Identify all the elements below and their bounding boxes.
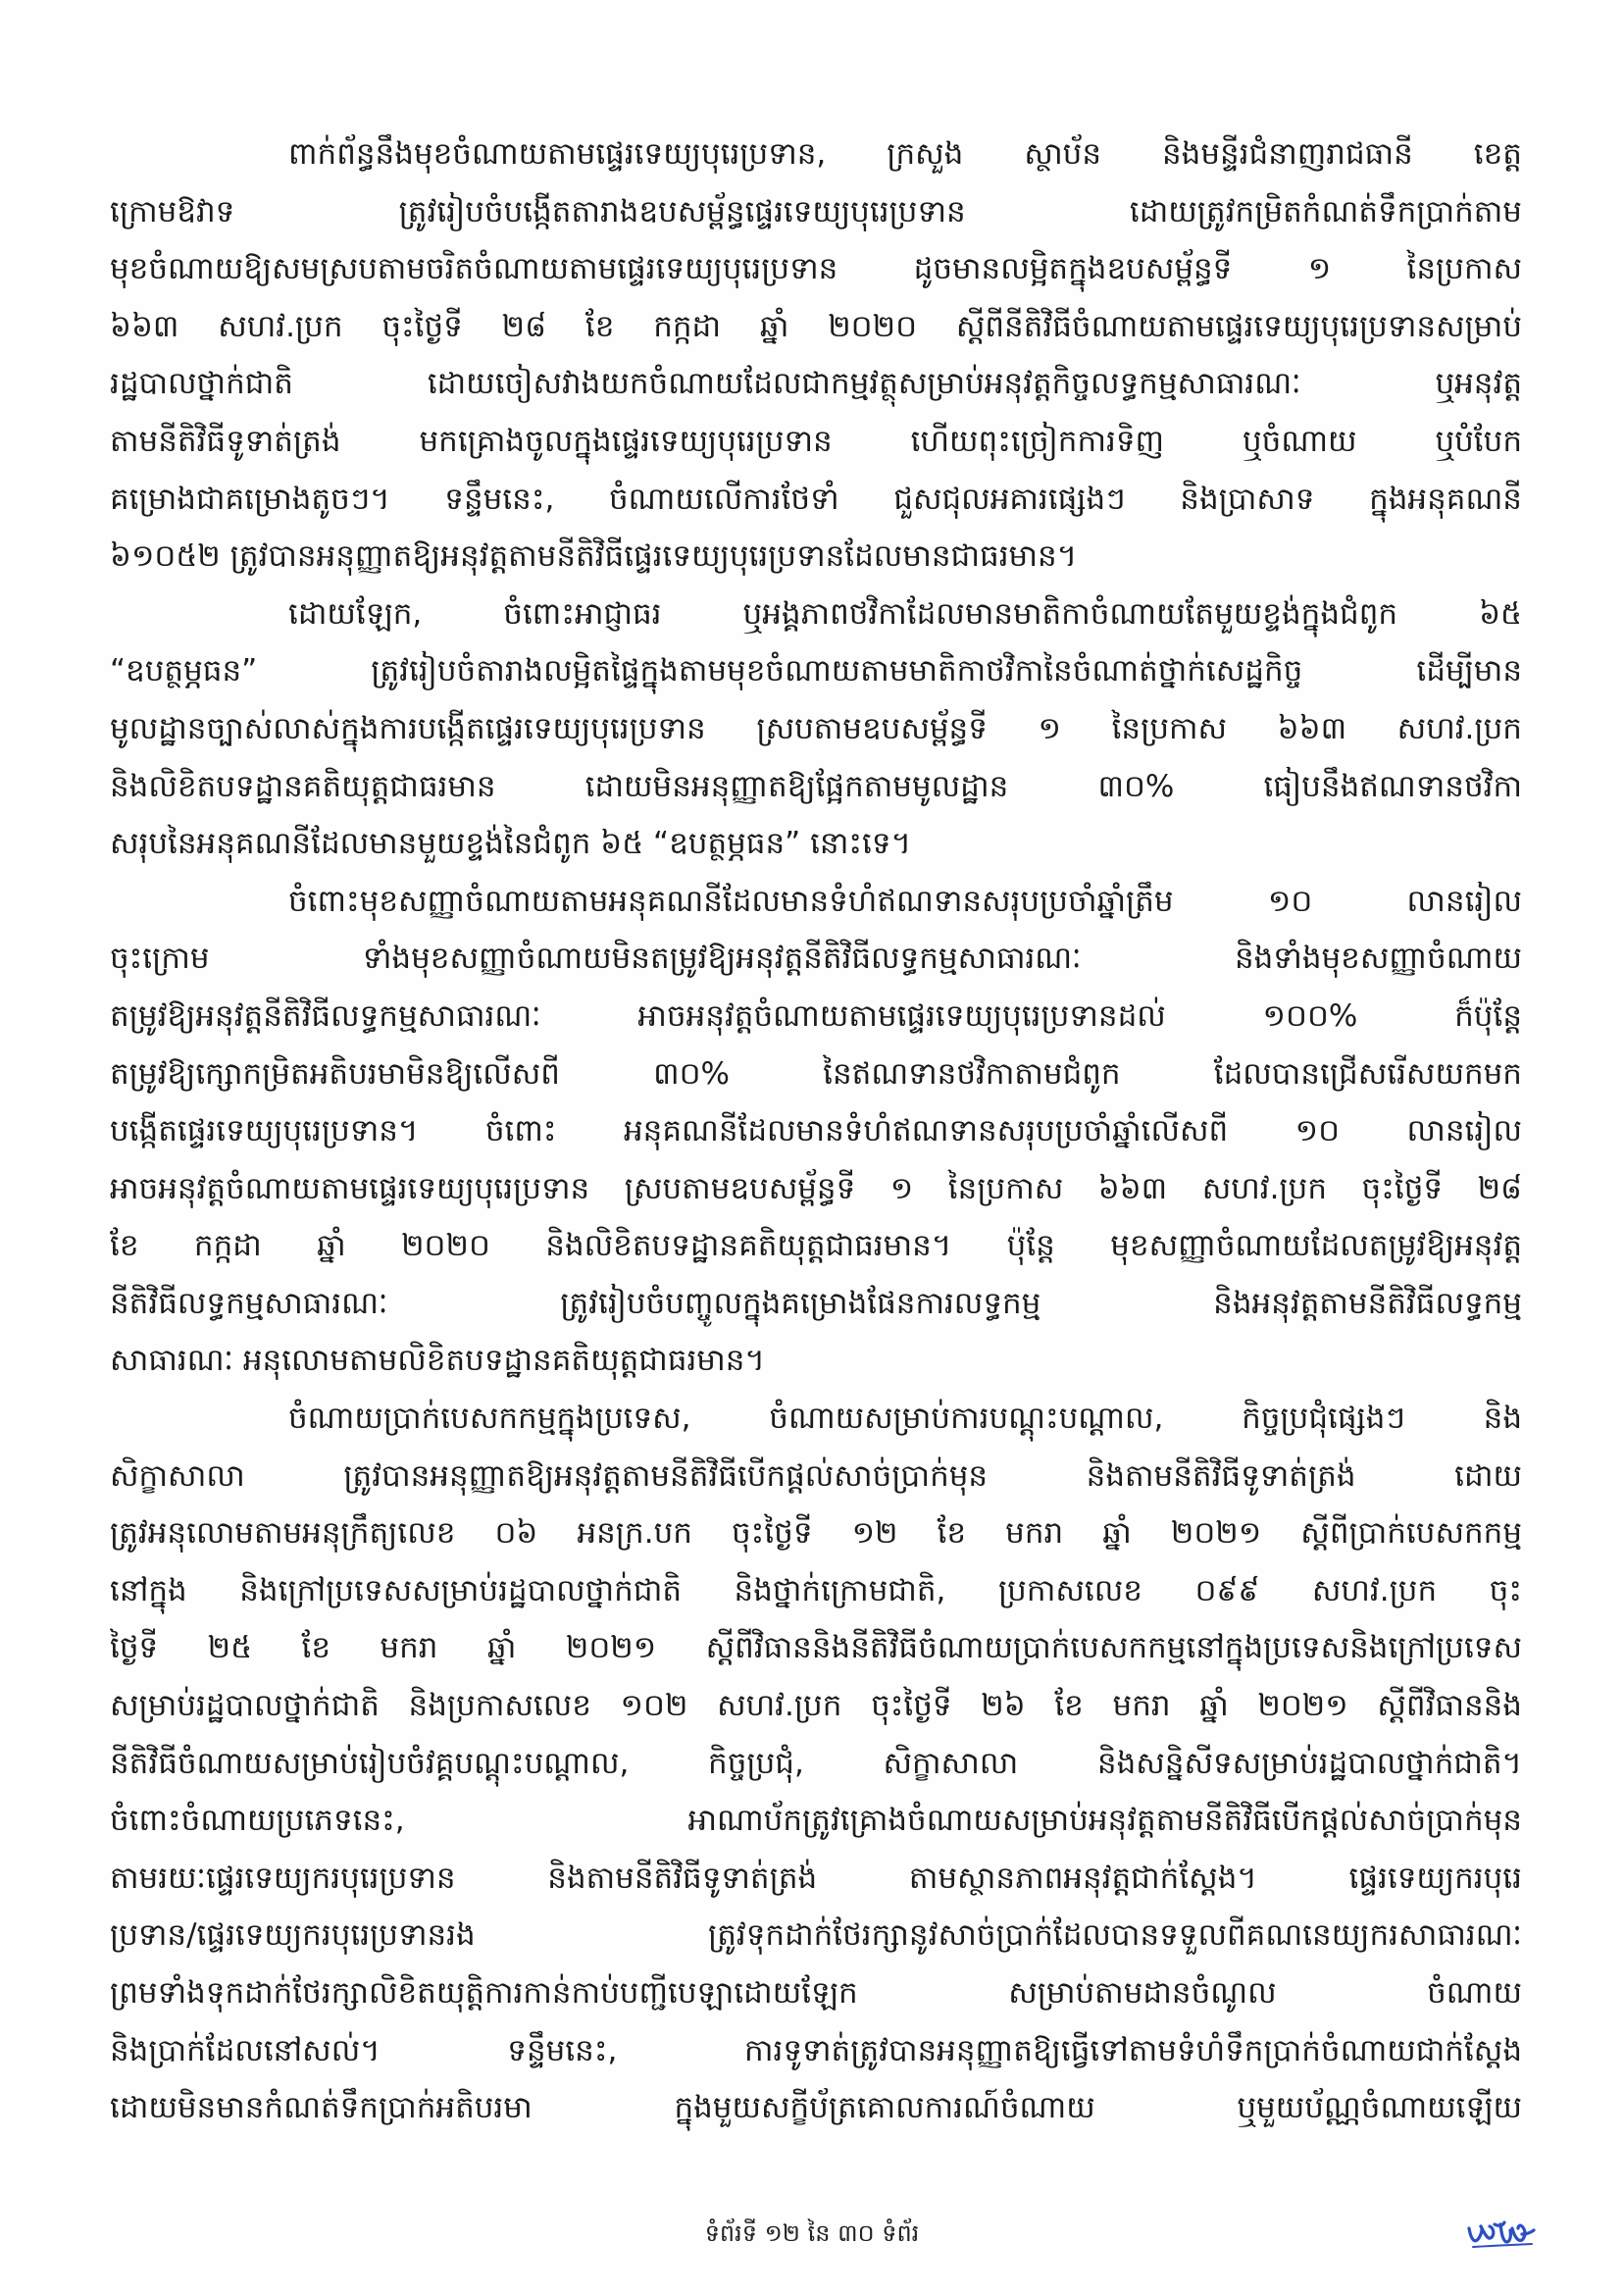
text-line: និងប្រាក់ដែលនៅសល់។ ទន្ទឹមនេះ, ការទូទាត់ត្រូវបានអនុញ្ញាតឱ្យធ្វើទៅតាមទំហំទឹកប្រាក់ចំណាយជាក់ស្តែង (110, 2032, 1522, 2068)
text-line: ខែ កក្កដា ឆ្នាំ ២០២០ និងលិខិតបទដ្ឋានគតិយុត្តជាធរមាន។ ប៉ុន្តែ មុខសញ្ញាចំណាយដែលតម្រូវឱ្យអនុវត្ត (110, 1228, 1522, 1264)
paragraph-1 (110, 126, 1522, 586)
text-line: មុខចំណាយឱ្យសមស្របតាមចរិតចំណាយតាមផ្ទេរទេយ្យបុរេប្រទាន ដូចមានលម្អិតក្នុងឧបសម្ព័ន្ធទី ១ នៃប្រកាស (110, 251, 1522, 287)
text-line: រដ្ឋបាលថ្នាក់ជាតិ ដោយចៀសវាងយកចំណាយដែលជាកម្មវត្ថុសម្រាប់អនុវត្តកិច្ចលទ្ធកម្មសាធារណៈ ឬអនុវត្ត (110, 366, 1522, 402)
text-line: ដោយឡែក, ចំពោះអាជ្ញាធរ ឬអង្គភាពថវិកាដែលមានមាតិកាចំណាយតែមួយខ្ទង់ក្នុងជំពូក ៦៥ (288, 595, 1522, 632)
text-line: ក្រោមឱវាទ ត្រូវរៀបចំបង្កើតតារាងឧបសម្ព័ន្ធផ្ទេរទេយ្យបុរេប្រទាន ដោយត្រូវកម្រិតកំណត់ទឹកប្រាក់តាម (110, 193, 1522, 229)
text-line: តាមនីតិវិធីទូទាត់ត្រង់ មកគ្រោងចូលក្នុងផ្ទេរទេយ្យបុរេប្រទាន ហើយពុះច្រៀកការទិញ ឬចំណាយ ឬបំបែក (110, 423, 1522, 459)
text-line: តម្រូវឱ្យក្សោកម្រិតអតិបរមាមិនឱ្យលើសពី ៣០% នៃឥណទានថវិកាតាមជំពូក ដែលបានជ្រើសរើសយកមក (110, 1055, 1522, 1092)
paragraph-2 (110, 586, 1522, 873)
text-line: នីតិវិធីលទ្ធកម្មសាធារណៈ ត្រូវរៀបចំបញ្ចូលក្នុងគម្រោងផែនការលទ្ធកម្ម និងអនុវត្តតាមនីតិវិធីលទ្ធកម្ម (110, 1285, 1522, 1321)
text-line: ចំពោះចំណាយប្រភេទនេះ, អាណាប័កត្រូវគ្រោងចំណាយសម្រាប់អនុវត្តតាមនីតិវិធីបើកផ្តល់សាច់ប្រាក់មុន (110, 1803, 1522, 1839)
paragraph-4 (110, 1390, 1522, 2137)
text-line: តាមរយៈផ្ទេរទេយ្យករបុរេប្រទាន និងតាមនីតិវិធីទូទាត់ត្រង់ តាមស្ថានភាពអនុវត្តជាក់ស្តែង។ ផ្ទេរទេយ្យករបុរេ (110, 1860, 1522, 1896)
text-line: ៦១០៥២ ត្រូវបានអនុញ្ញាតឱ្យអនុវត្តតាមនីតិវិធីផ្ទេរទេយ្យបុរេប្រទានដែលមានជាធរមាន។ (110, 538, 1078, 575)
text-line: “ឧបត្ថម្ភធន” ត្រូវរៀបចំតារាងលម្អិតផ្ទៃក្នុងតាមមុខចំណាយតាមមាតិកាថវិកានៃចំណាត់ថ្នាក់សេដ្ឋកិច្ច ដើម្បីមាន (110, 653, 1522, 689)
text-line: ចុះក្រោម ទាំងមុខសញ្ញាចំណាយមិនតម្រូវឱ្យអនុវត្តនីតិវិធីលទ្ធកម្មសាធារណៈ និងទាំងមុខសញ្ញាចំណាយ (110, 941, 1522, 977)
text-line: ដោយមិនមានកំណត់ទឹកប្រាក់អតិបរមា ក្នុងមួយសក្ខីប័ត្រគោលការណ៍ចំណាយ ឬមួយប័ណ្ណចំណាយឡើយ (110, 2090, 1522, 2126)
handwritten-initials-mark (1465, 2215, 1538, 2252)
text-line: ត្រូវអនុលោមតាមអនុក្រឹត្យលេខ ០៦ អនក្រ.បក ចុះថ្ងៃទី ១២ ខែ មករា ឆ្នាំ ២០២១ ស្តីពីប្រាក់បេសកកម្ម (110, 1515, 1522, 1552)
text-line: ៦៦៣ សហវ.ប្រក ចុះថ្ងៃទី ២៨ ខែ កក្កដា ឆ្នាំ ២០២០ ស្តីពីនីតិវិធីចំណាយតាមផ្ទេរទេយ្យបុរេប្រទានសម្រាប់ (110, 308, 1522, 344)
text-line: អាចអនុវត្តចំណាយតាមផ្ទេរទេយ្យបុរេប្រទាន ស្របតាមឧបសម្ព័ន្ធទី ១ នៃប្រកាស ៦៦៣ សហវ.ប្រក ចុះថ្ងៃទី ២៨ (110, 1170, 1522, 1206)
text-line: សិក្ខាសាលា ត្រូវបានអនុញ្ញាតឱ្យអនុវត្តតាមនីតិវិធីបើកផ្តល់សាច់ប្រាក់មុន និងតាមនីតិវិធីទូទាត់ត្រង់ ដោយ (110, 1457, 1522, 1494)
text-line: និងលិខិតបទដ្ឋានគតិយុត្តជាធរមាន ដោយមិនអនុញ្ញាតឱ្យផ្អែកតាមមូលដ្ឋាន ៣០% ធៀបនឹងឥណទានថវិកា (110, 768, 1522, 804)
text-line: ពាក់ព័ន្ធនឹងមុខចំណាយតាមផ្ទេរទេយ្យបុរេប្រទាន, ក្រសួង ស្ថាប័ន និងមន្ទីរជំនាញរាជធានី ខេត្ត (288, 136, 1522, 172)
text-line: សម្រាប់រដ្ឋបាលថ្នាក់ជាតិ និងប្រកាសលេខ ១០២ សហវ.ប្រក ចុះថ្ងៃទី ២៦ ខែ មករា ឆ្នាំ ២០២១ ស្តីពីវិធាននិង (110, 1688, 1522, 1724)
text-line: សរុបនៃអនុគណនីដែលមានមួយខ្ទង់នៃជំពូក ៦៥ “ឧបត្ថម្ភធន” នោះទេ។ (110, 826, 912, 862)
text-line: សាធារណៈ អនុលោមតាមលិខិតបទដ្ឋានគតិយុត្តជាធរមាន។ (110, 1343, 765, 1379)
text-line: មូលដ្ឋានច្បាស់លាស់ក្នុងការបង្កើតផ្ទេរទេយ្យបុរេប្រទាន ស្របតាមឧបសម្ព័ន្ធទី ១ នៃប្រកាស ៦៦៣ សហវ.ប្រក (110, 710, 1522, 746)
text-line: គម្រោងជាគម្រោងតូចៗ។ ទន្ទឹមនេះ, ចំណាយលើការថែទាំ ជួសជុលអគារផ្សេងៗ និងប្រាសាទ ក្នុងអនុគណនី (110, 481, 1522, 517)
text-line: បង្កើតផ្ទេរទេយ្យបុរេប្រទាន។ ចំពោះ អនុគណនីដែលមានទំហំឥណទានសរុបប្រចាំឆ្នាំលើសពី ១០ លានរៀល (110, 1113, 1522, 1149)
text-line: ព្រមទាំងទុកដាក់ថែរក្សាលិខិតយុត្តិការកាន់កាប់បញ្ជីបេឡាដោយឡែក សម្រាប់តាមដានចំណូល ចំណាយ (110, 1975, 1522, 2011)
page-number-footer: ទំព័រទី ១២ នៃ ៣០ ទំព័រ (704, 2219, 920, 2247)
text-line: ប្រទាន/ផ្ទេរទេយ្យករបុរេប្រទានរង ត្រូវទុកដាក់ថែរក្សានូវសាច់ប្រាក់ដែលបានទទួលពីគណនេយ្យករសាធារណៈ (110, 1917, 1522, 1954)
text-line: ថ្ងៃទី ២៥ ខែ មករា ឆ្នាំ ២០២១ ស្តីពីវិធាននិងនីតិវិធីចំណាយប្រាក់បេសកកម្មនៅក្នុងប្រទេសនិងក្រៅប្រទេស (110, 1630, 1522, 1666)
text-line: ចំពោះមុខសញ្ញាចំណាយតាមអនុគណនីដែលមានទំហំឥណទានសរុបប្រចាំឆ្នាំត្រឹម ១០ លានរៀល (288, 883, 1522, 919)
text-line: ចំណាយប្រាក់បេសកកម្មក្នុងប្រទេស, ចំណាយសម្រាប់ការបណ្តុះបណ្តាល, កិច្ចប្រជុំផ្សេងៗ និង (288, 1401, 1522, 1437)
text-line: នៅក្នុង និងក្រៅប្រទេសសម្រាប់រដ្ឋបាលថ្នាក់ជាតិ និងថ្នាក់ក្រោមជាតិ, ប្រកាសលេខ ០៩៩ សហវ.ប្រក ចុះ (110, 1572, 1522, 1608)
text-line: តម្រូវឱ្យអនុវត្តនីតិវិធីលទ្ធកម្មសាធារណៈ អាចអនុវត្តចំណាយតាមផ្ទេរទេយ្យបុរេប្រទានដល់ ១០០% ក៏ប៉ុន្តែ (110, 997, 1522, 1034)
body-text (110, 126, 1522, 2137)
paragraph-3 (110, 873, 1522, 1390)
text-line: នីតិវិធីចំណាយសម្រាប់រៀបចំវគ្គបណ្តុះបណ្តាល, កិច្ចប្រជុំ, សិក្ខាសាលា និងសន្និសីទសម្រាប់រដ្ឋបាលថ្នាក់ជាតិ។ (110, 1745, 1522, 1781)
